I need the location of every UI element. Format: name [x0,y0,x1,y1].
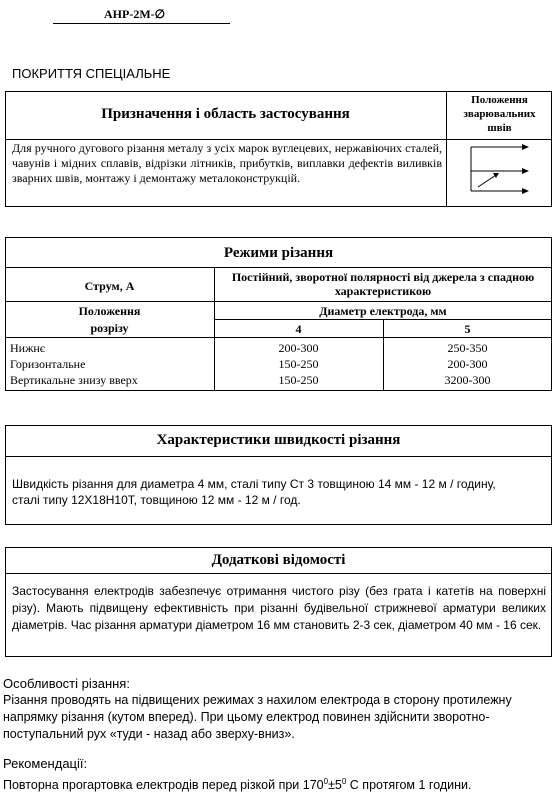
recommendations-text [3,773,548,794]
purpose-text: Для ручного дугового різання металу з усіх марок вуглецевих, нержавіючих сталей, чавунів і мідних сплавів, відрізки літників, прибутків, виплавки дефектів виливків зварних швів, монтажу і демонтажу металоконструкцій. [12,141,442,185]
weld-positions-heading: Положення зварювальних швів [463,94,536,134]
weld-position-diagram [466,141,536,203]
title-underline [53,23,230,24]
row-d4-value: 150-250 [278,373,319,387]
position-label-line2: розрізу [90,321,129,335]
coating-type: ПОКРИТТЯ СПЕЦІАЛЬНЕ [12,66,171,81]
recommendations-text-start: Повторна прогартовка електродів перед різкой при 170 [3,778,324,793]
row-d5-value: 3200-300 [444,373,491,387]
recommendations-text-end: С протягом 1 години. [346,778,472,793]
row-position: Горизонтальне [10,357,86,371]
degree-superscript: 0 [341,777,347,786]
row-position: Нижнє [10,341,45,355]
tolerance-text: ±5 [328,778,342,793]
modes-line-2 [5,301,552,302]
recommendations-heading: Рекомендації: [3,756,88,771]
modes-line-4 [5,337,552,338]
row-position: Вертикальне знизу вверх [10,373,138,387]
arrow-bottom-head [522,188,529,194]
extra-heading: Додаткові відомості [211,552,346,568]
features-text: Різання проводять на підвищених режимах з нахилом електрода в сторону протилежну напрямку різання (кутом вперед). При цьому електрод повинен здійснити зворотно-поступальний рух «туди - назад або зверху-вниз». [3,693,512,741]
arrow-diagonal-head [493,173,499,178]
purpose-divider [446,91,447,207]
degree-superscript: 0 [323,777,329,786]
purpose-header-line [5,139,552,140]
current-label: Струм, А [84,279,135,293]
extra-text: Застосування електродів забезпечує отримання чистого різу (без грата і катетів на поверхні різу). Мають підвищену ефективність при різанні будівельної стрижневої арматури великих діаметрів. Час різання арматури діаметром 16 мм становить 2-3 сек, діаметром 40 мм - 16 сек. [12,584,546,632]
modes-heading: Режими різання [223,245,334,261]
speed-heading: Характеристики швидкості різання [156,432,401,448]
arrow-diagonal-line [478,175,496,187]
current-value: Постійний, зворотної полярності від джерела з спадною характеристикою [231,270,535,298]
document-title: АНР-2М-∅ [104,7,166,21]
row-d4-value: 200-300 [278,341,319,355]
extra-header-line [5,573,552,574]
row-d5-value: 200-300 [447,357,488,371]
diameter-4-header: 4 [295,322,302,336]
purpose-heading: Призначення і область застосування [101,106,350,122]
speed-header-line [5,456,552,457]
speed-text: Швидкість різання для диаметра 4 мм, сталі типу Ст 3 товщиною 14 мм - 12 м / годину, сталі типу 12Х18Н10Т, товщиною 12 мм - 12 м / год. [12,477,496,507]
modes-line-1 [5,267,552,268]
features-heading: Особливості різання: [3,676,130,691]
diameter-5-header: 5 [464,322,471,336]
position-label-line1: Положення [78,304,141,318]
diameter-label: Диаметр електрода, мм [319,304,447,318]
row-d4-value: 150-250 [278,357,319,371]
row-d5-value: 250-350 [447,341,488,355]
arrow-top-head [522,144,529,150]
arrow-middle-head [522,168,529,174]
